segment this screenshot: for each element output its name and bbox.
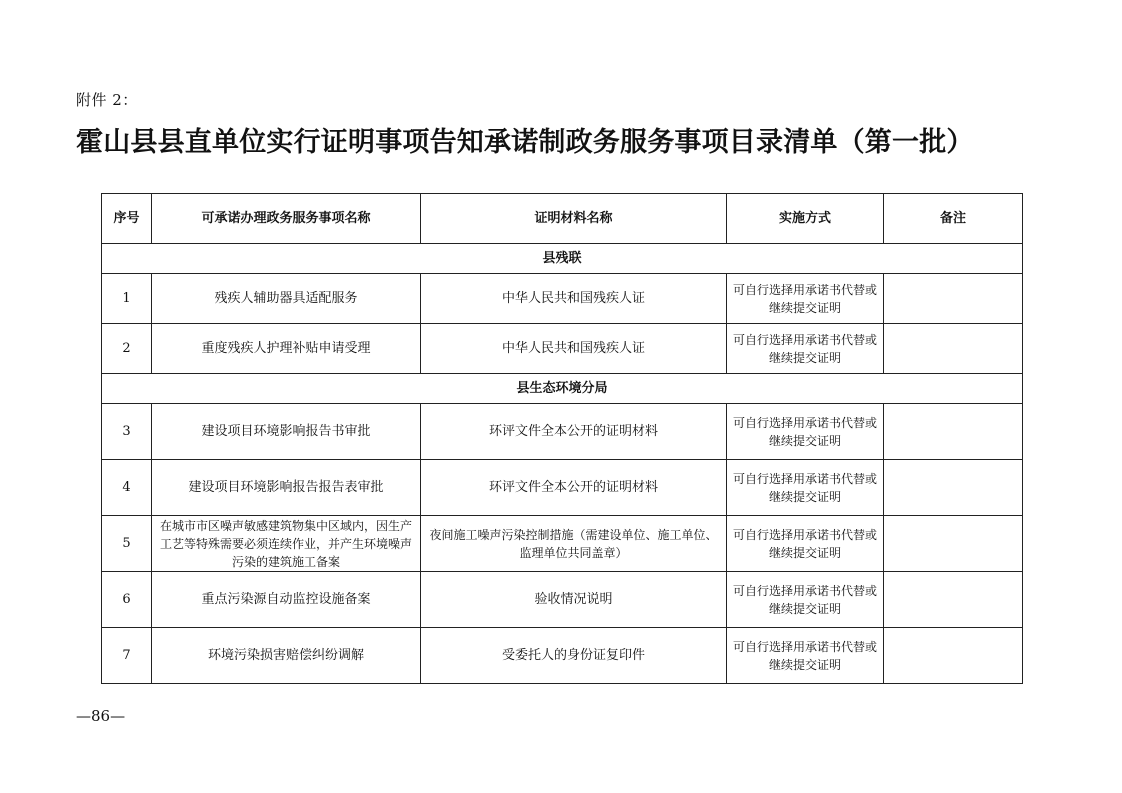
cell-item-name: 重点污染源自动监控设施备案 — [152, 572, 421, 628]
attachment-label: 附件 2： — [76, 91, 138, 109]
cell-serial: 2 — [102, 324, 152, 374]
cell-material: 中华人民共和国残疾人证 — [421, 274, 727, 324]
section-row — [102, 374, 1023, 404]
cell-item-name: 建设项目环境影响报告书审批 — [152, 404, 421, 460]
cell-remark — [884, 274, 1023, 324]
header-material-name: 证明材料名称 — [421, 194, 727, 244]
cell-serial: 3 — [102, 404, 152, 460]
table-row — [102, 516, 1023, 572]
header-item-name: 可承诺办理政务服务事项名称 — [152, 194, 421, 244]
cell-serial: 6 — [102, 572, 152, 628]
cell-method: 可自行选择用承诺书代替或继续提交证明 — [727, 404, 884, 460]
header-remark: 备注 — [884, 194, 1023, 244]
table-header-row — [102, 194, 1023, 244]
cell-item-name: 环境污染损害赔偿纠纷调解 — [152, 628, 421, 684]
cell-material: 中华人民共和国残疾人证 — [421, 324, 727, 374]
cell-item-name: 残疾人辅助器具适配服务 — [152, 274, 421, 324]
cell-method: 可自行选择用承诺书代替或继续提交证明 — [727, 516, 884, 572]
table-row — [102, 274, 1023, 324]
header-serial: 序号 — [102, 194, 152, 244]
table-row — [102, 404, 1023, 460]
service-items-table — [101, 193, 1023, 684]
section-row — [102, 244, 1023, 274]
page-number: —86— — [76, 707, 126, 725]
cell-serial: 5 — [102, 516, 152, 572]
cell-method: 可自行选择用承诺书代替或继续提交证明 — [727, 460, 884, 516]
cell-item-name: 建设项目环境影响报告报告表审批 — [152, 460, 421, 516]
cell-remark — [884, 404, 1023, 460]
table-row — [102, 460, 1023, 516]
cell-material: 环评文件全本公开的证明材料 — [421, 460, 727, 516]
table-row — [102, 572, 1023, 628]
cell-remark — [884, 324, 1023, 374]
cell-remark — [884, 628, 1023, 684]
cell-remark — [884, 460, 1023, 516]
cell-serial: 1 — [102, 274, 152, 324]
cell-method: 可自行选择用承诺书代替或继续提交证明 — [727, 628, 884, 684]
cell-material: 受委托人的身份证复印件 — [421, 628, 727, 684]
cell-serial: 4 — [102, 460, 152, 516]
cell-serial: 7 — [102, 628, 152, 684]
cell-material: 验收情况说明 — [421, 572, 727, 628]
cell-method: 可自行选择用承诺书代替或继续提交证明 — [727, 324, 884, 374]
cell-material: 夜间施工噪声污染控制措施（需建设单位、施工单位、监理单位共同盖章） — [421, 516, 727, 572]
document-title: 霍山县县直单位实行证明事项告知承诺制政务服务事项目录清单（第一批） — [76, 127, 974, 158]
cell-remark — [884, 572, 1023, 628]
cell-item-name: 重度残疾人护理补贴申请受理 — [152, 324, 421, 374]
cell-method: 可自行选择用承诺书代替或继续提交证明 — [727, 274, 884, 324]
cell-material: 环评文件全本公开的证明材料 — [421, 404, 727, 460]
cell-item-name: 在城市市区噪声敏感建筑物集中区域内，因生产工艺等特殊需要必须连续作业，并产生环境噪声污染的建筑施工备案 — [152, 516, 421, 572]
header-method: 实施方式 — [727, 194, 884, 244]
section-name: 县生态环境分局 — [102, 374, 1023, 404]
table-row — [102, 628, 1023, 684]
cell-method: 可自行选择用承诺书代替或继续提交证明 — [727, 572, 884, 628]
section-name: 县残联 — [102, 244, 1023, 274]
table-row — [102, 324, 1023, 374]
cell-remark — [884, 516, 1023, 572]
